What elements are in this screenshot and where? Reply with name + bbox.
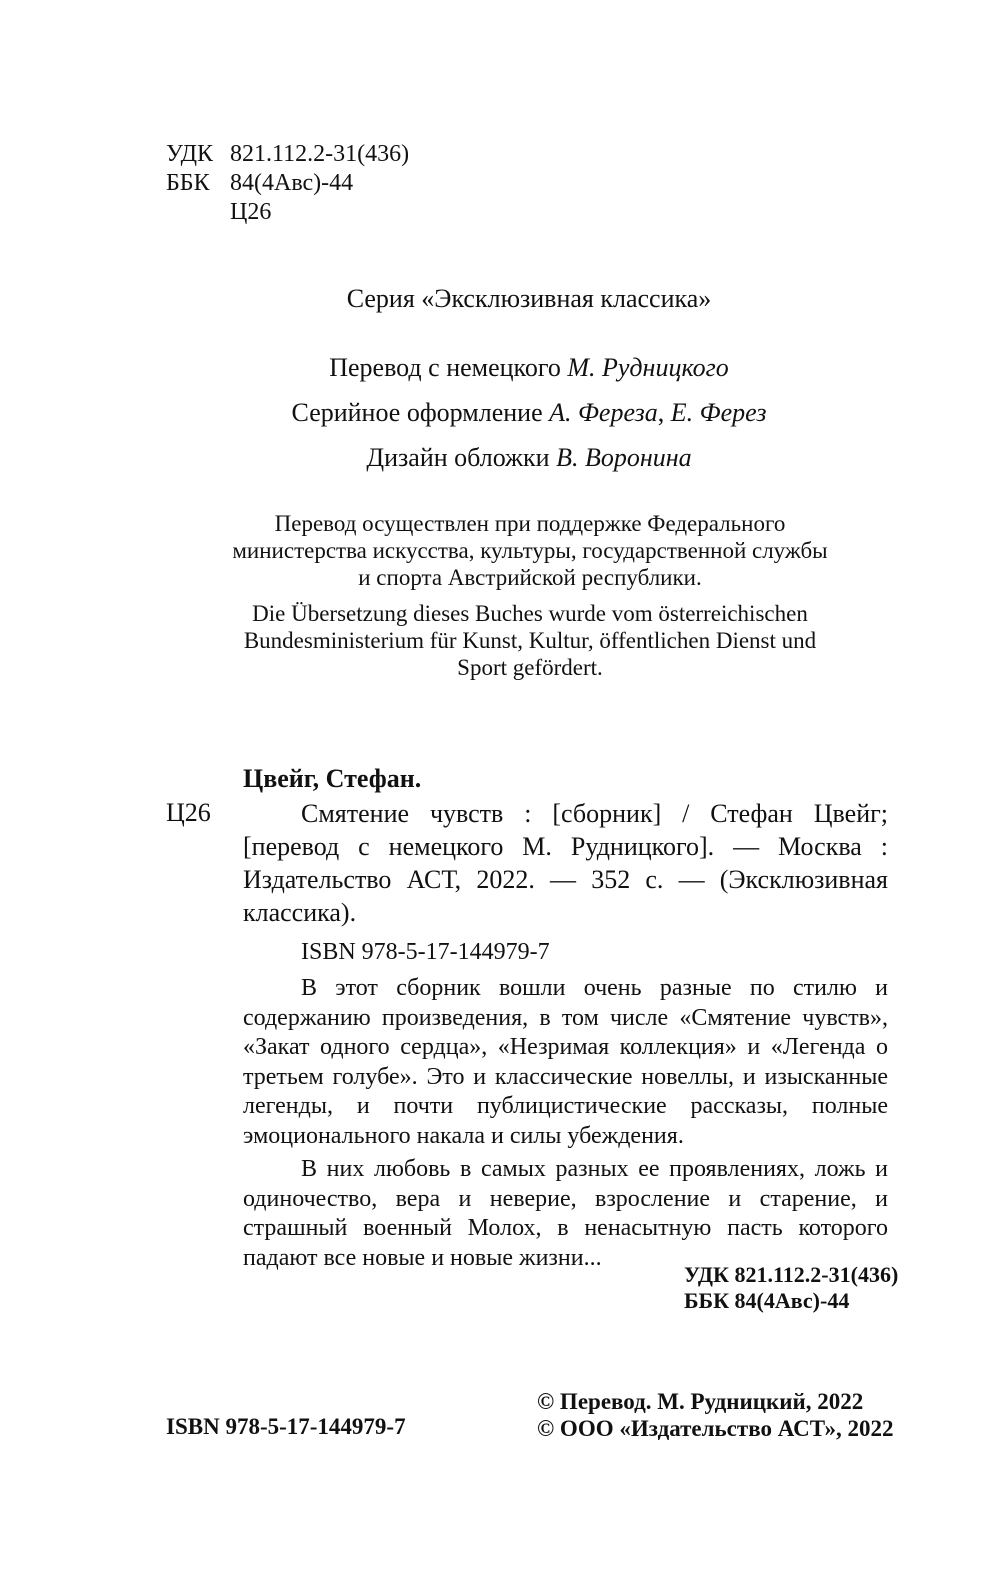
support-note-ru — [160, 510, 900, 591]
series-design-credit — [0, 397, 1000, 428]
support-ru-line: министерства искусства, культуры, государственной службы — [232, 538, 828, 563]
right-classification — [684, 1262, 898, 1314]
udk-line — [166, 140, 409, 169]
catalog-isbn: ISBN 978-5-17-144979-7 — [301, 939, 550, 965]
designer-separator: , — [657, 398, 671, 427]
author-mark: Ц26 — [230, 199, 272, 225]
catalog-mark: Ц26 — [166, 798, 211, 827]
footer-copyrights — [537, 1388, 894, 1442]
translator-name: М. Рудницкого — [567, 353, 729, 382]
udk-label: УДК — [166, 141, 213, 167]
translation-credit — [0, 352, 1000, 383]
support-de-line: Die Übersetzung dieses Buches wurde vom österreichischen — [252, 601, 808, 626]
right-udk: УДК 821.112.2-31(436) — [684, 1262, 899, 1287]
support-de-line: Bundesministerium für Kunst, Kultur, öffentlichen Dienst und — [243, 628, 817, 653]
footer-isbn: ISBN 978-5-17-144979-7 — [166, 1414, 406, 1439]
bbk-line — [166, 169, 353, 198]
support-ru-line: Перевод осуществлен при поддержке Федерального — [274, 511, 786, 536]
catalog-author: Цвейг, Стефан. — [243, 764, 422, 793]
annotation — [243, 974, 888, 1273]
catalog-description: Смятение чувств : [сборник] / Стефан Цвейг; [перевод с немецкого М. Рудницкого]. — Москва : Издательство АСТ, 2022. — 352 с. — (Эксклюзивная классика). — [243, 799, 888, 927]
cover-designer-name: В. Воронина — [556, 443, 692, 472]
support-de-line: Sport gefördert. — [457, 655, 603, 680]
annotation-paragraph: В них любовь в самых разных ее проявлениях, ложь и одиночество, вера и неверие, взросление и старение, и страшный военный Молох, в ненасытную пасть которого падают все новые и новые жизни... — [243, 1156, 888, 1271]
copyright-translation: © Перевод. М. Рудницкий, 2022 — [537, 1389, 864, 1414]
designer-1: А. Фереза — [549, 398, 658, 427]
udk-value: 821.112.2-31(436) — [230, 141, 410, 167]
designer-2: Е. Ферез — [670, 398, 767, 427]
series-title: Серия «Эксклюзивная классика» — [346, 284, 712, 313]
cover-design-credit — [0, 442, 1000, 473]
right-bbk: ББК 84(4Авс)-44 — [684, 1288, 850, 1313]
support-ru-line: и спорта Австрийской республики. — [358, 565, 702, 590]
bbk-label: ББК — [166, 170, 210, 196]
translation-label: Перевод с немецкого — [329, 353, 568, 382]
classification-block — [166, 140, 526, 230]
series-design-label: Серийное оформление — [291, 398, 550, 427]
support-note-de — [160, 600, 900, 681]
copyright-publisher: © ООО «Издательство АСТ», 2022 — [537, 1416, 894, 1441]
cover-design-label: Дизайн обложки — [366, 443, 557, 472]
bbk-value: 84(4Авс)-44 — [230, 170, 354, 196]
annotation-paragraph: В этот сборник вошли очень разные по стилю и содержанию произведения, в том числе «Смятение чувств», «Закат одного сердца», «Незримая коллекция» и «Легенда о третьем голубе». Это и классические новеллы, и изысканные легенды, и почти публицистические рассказы, полные эмоционального накала и силы убеждения. — [243, 975, 888, 1149]
